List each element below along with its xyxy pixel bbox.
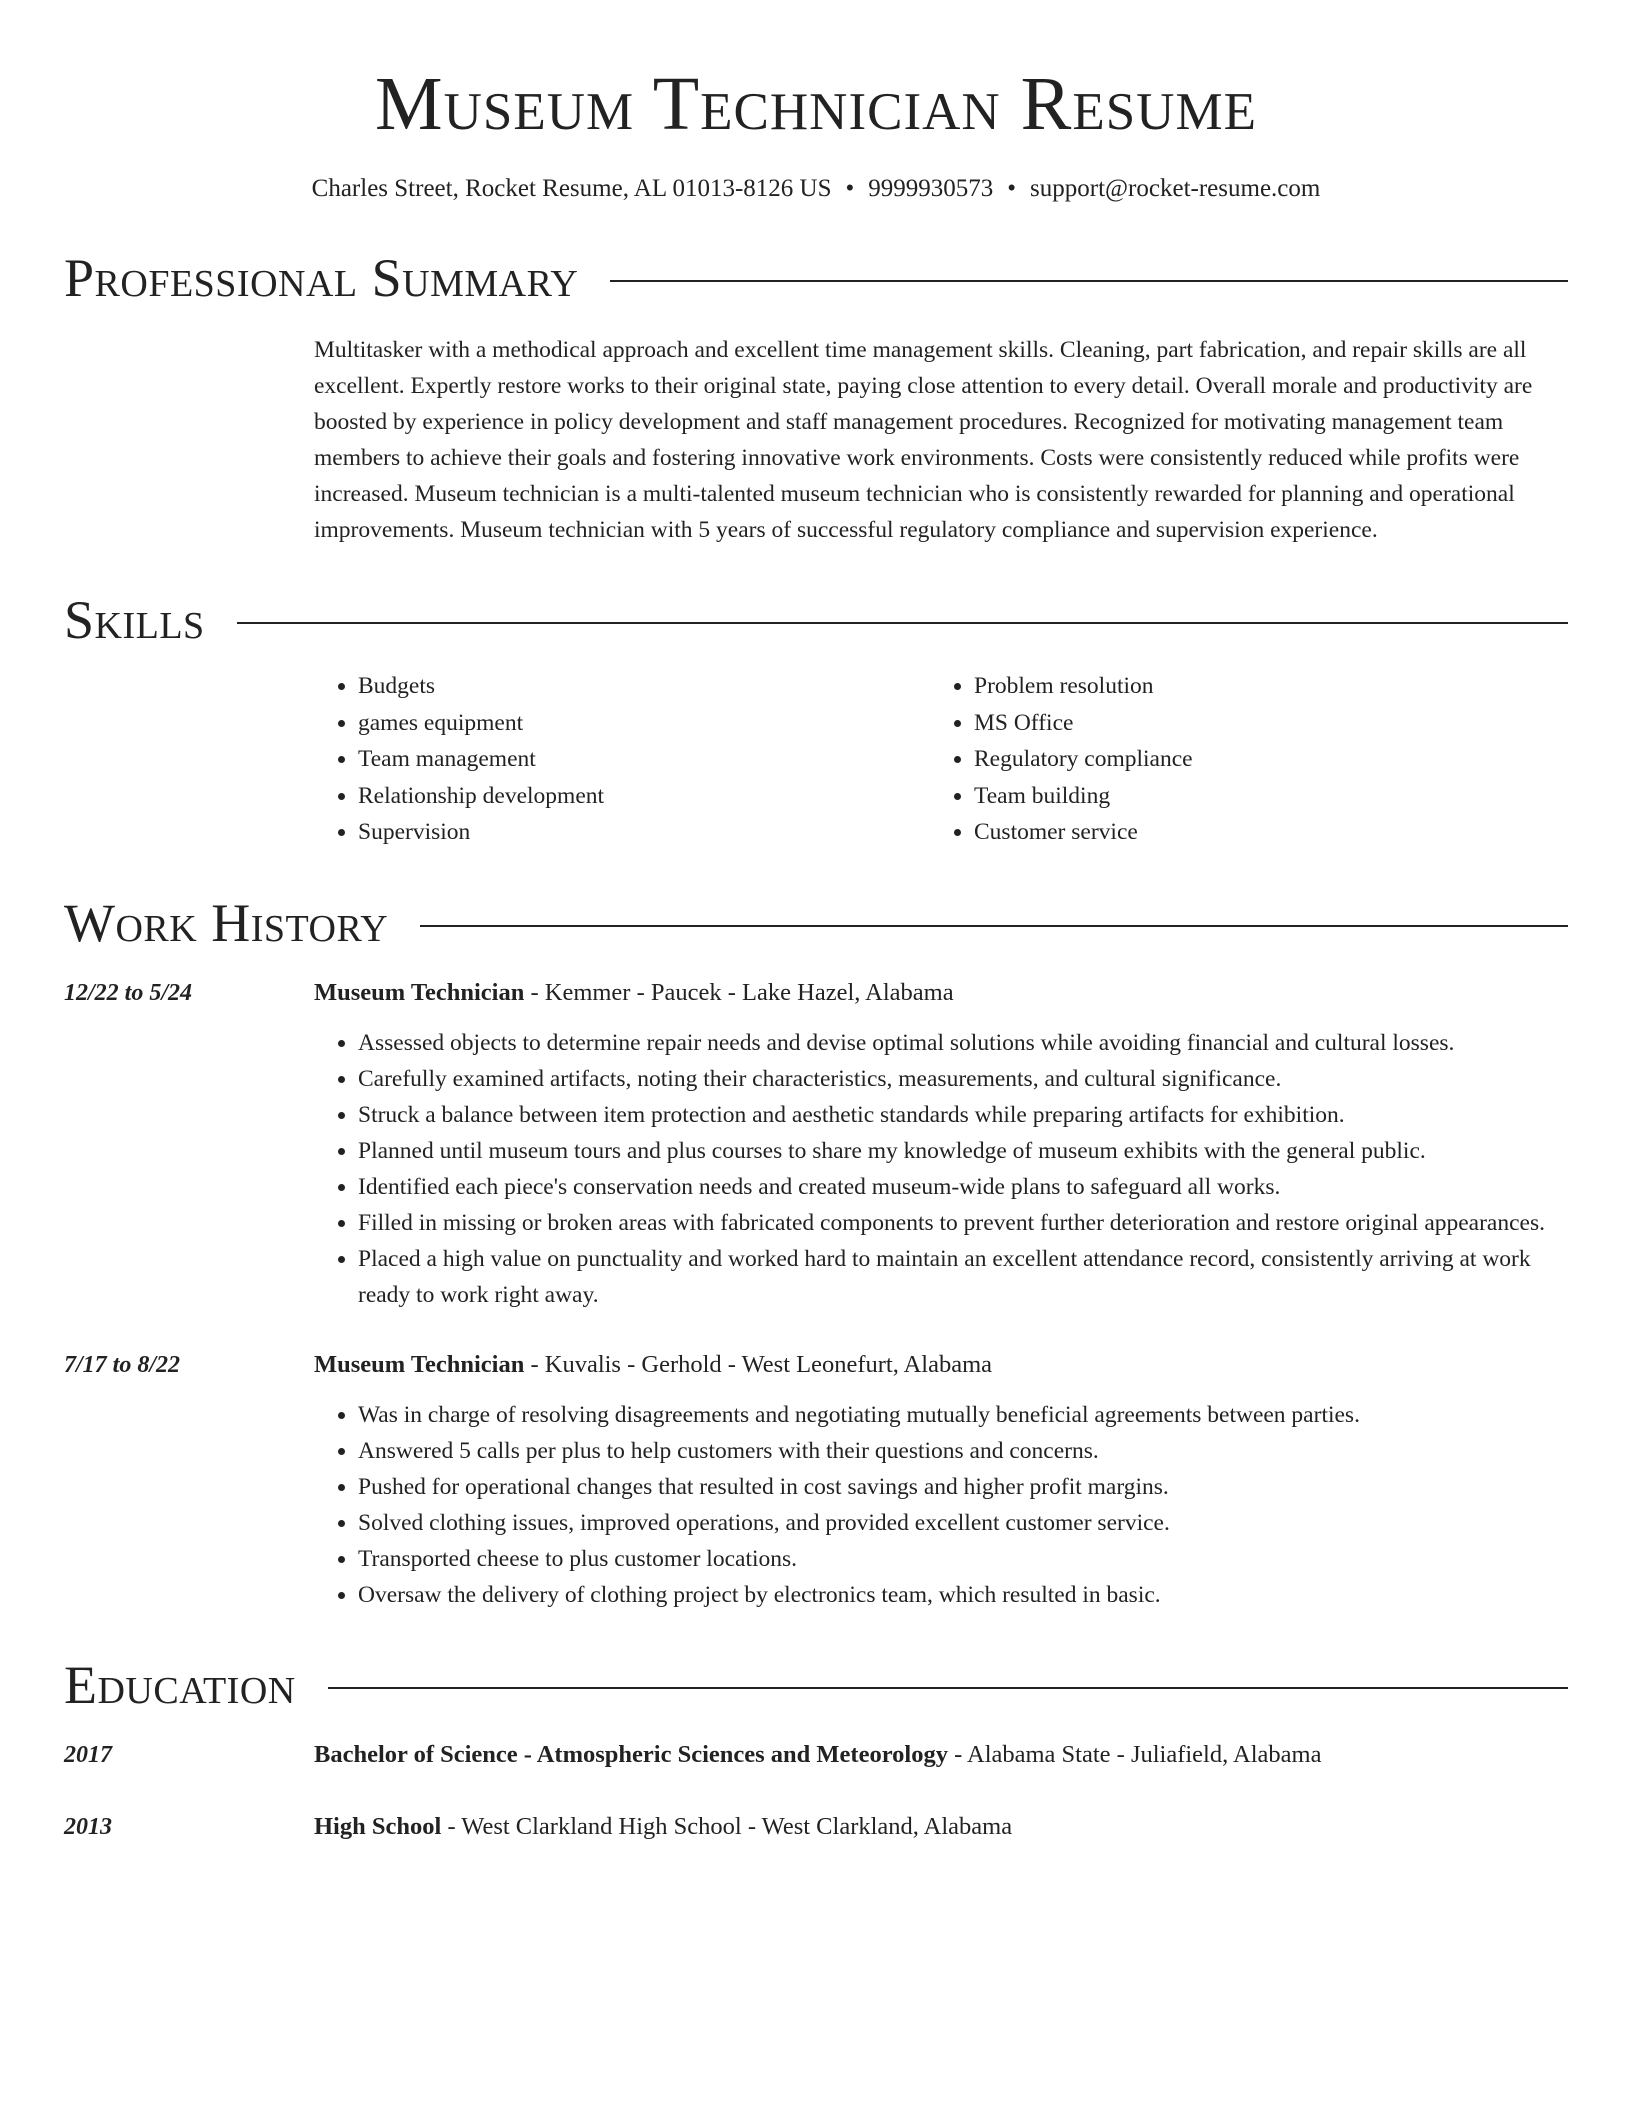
job-title: Museum Technician [314,978,525,1006]
job-title: Museum Technician [314,1350,525,1378]
job-bullets [314,1025,1568,1313]
job-title-line [314,975,1568,1011]
summary-heading: Professional Summary [64,248,579,308]
work-heading: Work History [64,892,389,953]
skills-section-header [64,588,1568,652]
skill-item: • Relationship development [358,778,930,815]
job-bullet: • Solved clothing issues, improved operations, and provided excellent customer service. [358,1505,1568,1541]
contact-address: Charles Street, Rocket Resume, AL 01013-8126 US [311,175,832,202]
job-employer: - Kemmer - Paucek - Lake Hazel, Alabama [524,978,954,1006]
skill-item: • Team building [974,778,1534,815]
job-title-line [314,1347,1568,1383]
job-bullet: • Struck a balance between item protection and aesthetic standards while preparing artifacts for exhibition. [358,1097,1568,1133]
job-bullet: • Transported cheese to plus customer locations. [358,1541,1568,1577]
job-bullet: • Pushed for operational changes that resulted in cost savings and higher profit margins. [358,1469,1568,1505]
education-degree: Bachelor of Science - Atmospheric Sciences and Meteorology [314,1740,948,1768]
contact-line [64,172,1568,206]
skill-item: • games equipment [358,705,930,742]
education-degree: High School [314,1812,442,1840]
job-entry [64,1347,1568,1613]
job-details [314,1347,1568,1613]
skill-item: • Team management [358,741,930,778]
job-bullet: • Assessed objects to determine repair needs and devise optimal solutions while avoiding financial and cultural losses. [358,1025,1568,1061]
job-employer: - Kuvalis - Gerhold - West Leonefurt, Alabama [524,1350,993,1378]
job-bullet: • Oversaw the delivery of clothing project by electronics team, which resulted in basic. [358,1577,1568,1613]
section-divider [237,622,1568,624]
education-entry [64,1809,1568,1845]
job-bullet: • Answered 5 calls per plus to help customers with their questions and concerns. [358,1433,1568,1469]
job-dates: 7/17 to 8/22 [64,1351,181,1378]
skill-item: • Problem resolution [974,668,1534,705]
job-bullet: • Was in charge of resolving disagreements and negotiating mutually beneficial agreements between parties. [358,1397,1568,1433]
education-year: 2013 [64,1813,112,1840]
skill-item: • Customer service [974,814,1534,851]
job-bullets [314,1397,1568,1613]
resume-title: Museum Technician Resume [375,62,1257,146]
job-bullet: • Filled in missing or broken areas with fabricated components to prevent further deterioration and restore original appearances. [358,1205,1568,1241]
education-heading: Education [64,1654,296,1715]
education-entry [64,1737,1568,1773]
skill-item: • Regulatory compliance [974,741,1534,778]
section-divider [610,280,1568,282]
skills-list [314,668,1568,851]
summary-section-header [64,246,1568,310]
education-details [314,1737,1321,1773]
section-divider [420,925,1568,927]
education-school: - Alabama State - Juliafield, Alabama [947,1740,1322,1768]
resume-page [64,0,1568,1845]
skill-item: • Supervision [358,814,930,851]
work-section-header [64,891,1568,955]
summary-text: Multitasker with a methodical approach and excellent time management skills. Cleaning, part fabrication, and repair skills are all excellent. Expertly restore works to their original state, paying close attention to every detail. Overall morale and productivity are boosted by experience in policy development and staff management procedures. Recognized for motivating management team members to achieve their goals and fostering innovative work environments. Costs were consistently reduced while profits were increased. Museum technician is a multi-talented museum technician who is consistently rewarded for planning and operational improvements. Museum technician with 5 years of successful regulatory compliance and supervision experience. [314,337,1533,543]
job-entry [64,975,1568,1313]
skills-column-left [314,668,930,851]
job-details [314,975,1568,1313]
skill-item: • Budgets [358,668,930,705]
contact-email: support@rocket-resume.com [1030,175,1321,202]
job-bullet: • Carefully examined artifacts, noting their characteristics, measurements, and cultural significance. [358,1061,1568,1097]
contact-separator: • [845,175,855,202]
job-bullet: • Planned until museum tours and plus courses to share my knowledge of museum exhibits with the general public. [358,1133,1568,1169]
job-bullet: • Identified each piece's conservation needs and created museum-wide plans to safeguard all works. [358,1169,1568,1205]
contact-phone: 9999930573 [868,175,994,202]
education-year: 2017 [64,1741,112,1768]
job-dates: 12/22 to 5/24 [64,979,193,1006]
contact-separator: • [1007,175,1017,202]
education-school: - West Clarkland High School - West Clarkland, Alabama [441,1812,1013,1840]
skills-column-right [930,668,1534,851]
education-section-header [64,1653,1568,1717]
section-divider [328,1687,1568,1689]
education-details [314,1809,1012,1845]
job-bullet: • Placed a high value on punctuality and worked hard to maintain an excellent attendance record, consistently arriving at work ready to work right away. [358,1241,1568,1313]
skills-heading: Skills [64,590,205,650]
skill-item: • MS Office [974,705,1534,742]
